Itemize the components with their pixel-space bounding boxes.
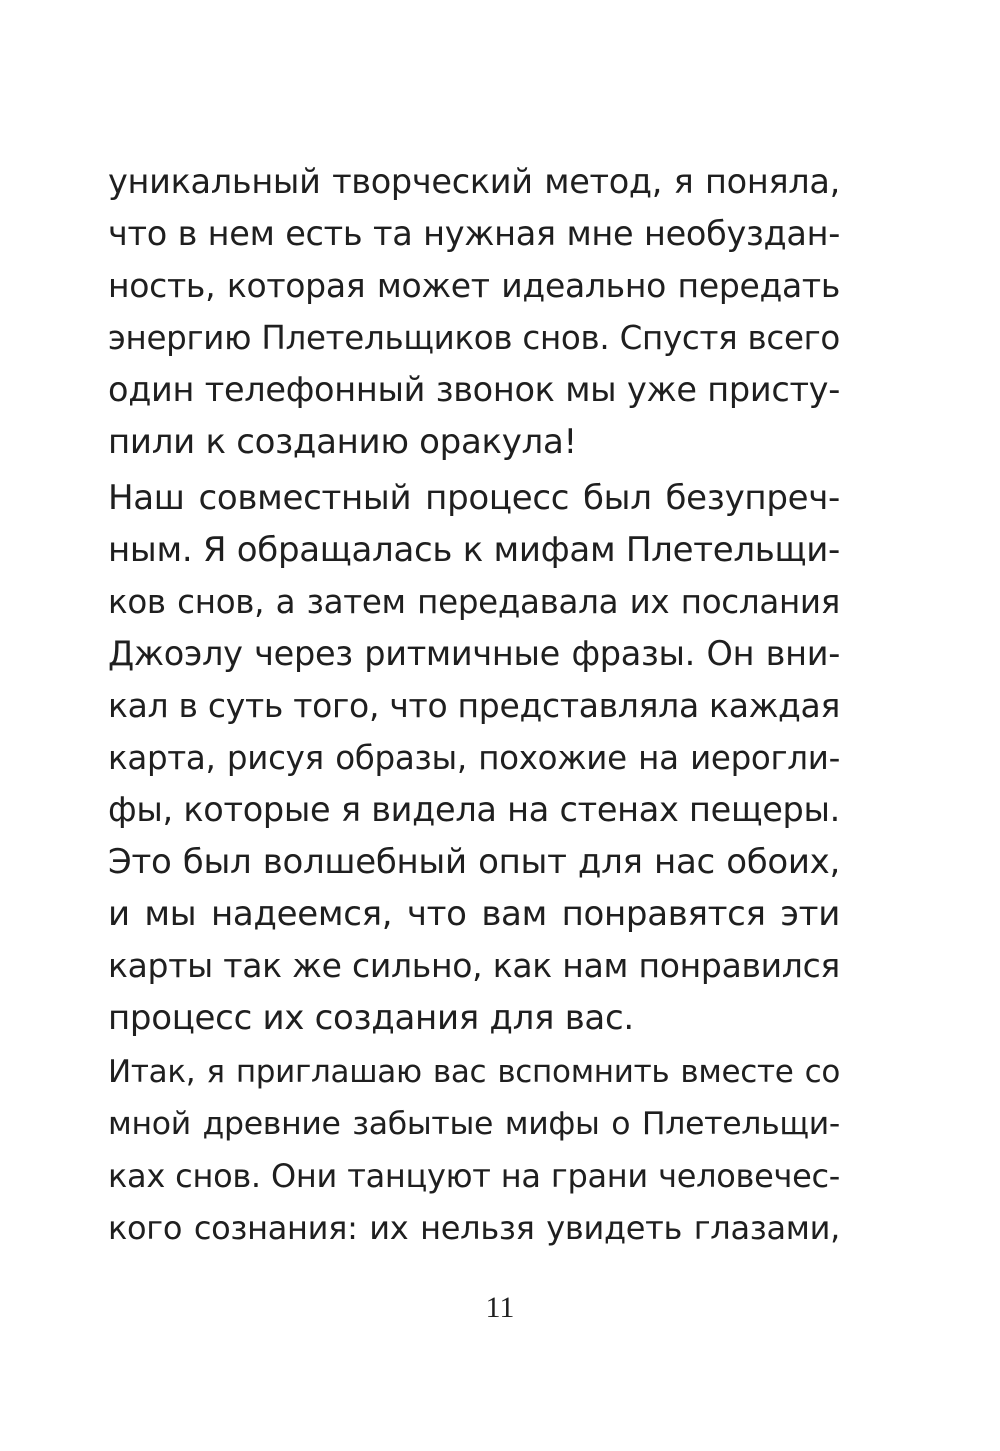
paragraph-2	[108, 472, 840, 1044]
text-line: один телефонный звонок мы уже присту-	[108, 370, 840, 409]
text-line: мной древние забытые мифы о Плетельщи-	[108, 1106, 840, 1142]
text-line: энергию Плетельщиков снов. Спустя всего	[108, 319, 840, 357]
text-line: и мы надеемся, что вам понравятся эти	[108, 894, 840, 934]
page-number: 11	[485, 1291, 515, 1324]
text-line: ность, которая может идеально передать	[108, 266, 840, 305]
text-line: Наш совместный процесс был безупреч-	[108, 478, 840, 518]
text-line: фы, которые я видела на стенах пещеры.	[108, 790, 840, 829]
text-line: карты так же сильно, как нам понравился	[108, 946, 840, 985]
text-line: что в нем есть та нужная мне необуздан-	[108, 214, 840, 253]
text-line: Это был волшебный опыт для нас обоих,	[108, 842, 840, 882]
text-line: кал в суть того, что представляла каждая	[108, 686, 841, 725]
paragraph-1	[108, 156, 840, 468]
text-line: карта, рисуя образы, похожие на иерогли-	[108, 739, 840, 777]
text-line: ков снов, а затем передавала их послания	[108, 583, 840, 621]
text-line: Итак, я приглашаю вас вспомнить вместе со	[108, 1054, 840, 1090]
text-line: процесс их создания для вас.	[108, 998, 634, 1038]
text-line: пили к созданию оракула!	[108, 422, 577, 462]
text-line: уникальный творческий метод, я поняла,	[108, 162, 840, 201]
text-line: ным. Я обращалась к мифам Плетельщи-	[108, 530, 840, 570]
text-line: ках снов. Они танцуют на грани человечес-	[108, 1157, 840, 1195]
text-line: кого сознания: их нельзя увидеть глазами,	[108, 1209, 840, 1247]
paragraph-3	[108, 1046, 840, 1254]
text-line: Джоэлу через ритмичные фразы. Он вни-	[108, 634, 840, 673]
